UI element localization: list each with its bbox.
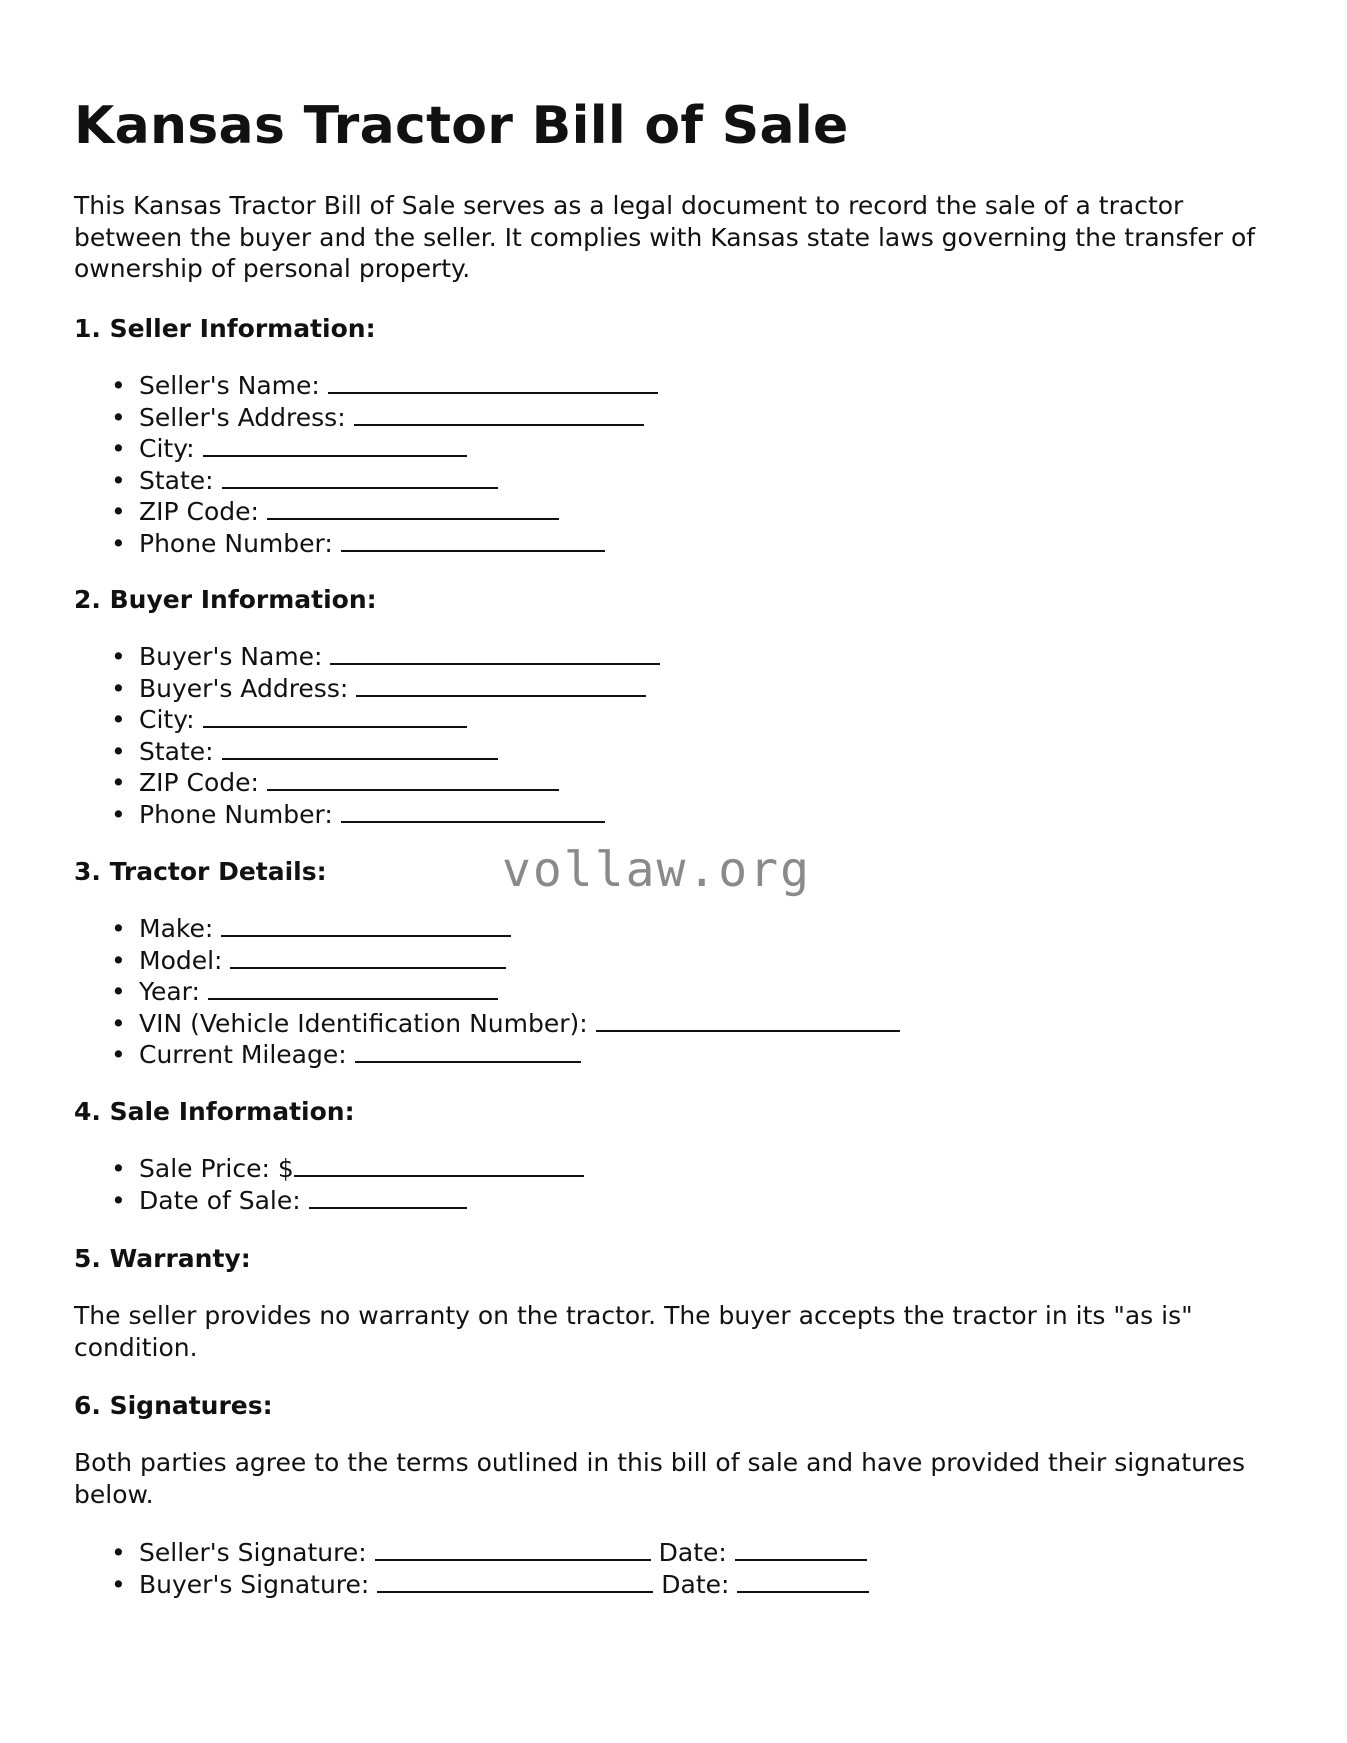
document-title: Kansas Tractor Bill of Sale (74, 96, 849, 156)
tractor-mileage-label: Current Mileage: (139, 1040, 347, 1069)
buyer-city-label: City: (139, 705, 195, 734)
seller-name-label: Seller's Name: (139, 371, 320, 400)
signatures-paragraph: Both parties agree to the terms outlined in this bill of sale and have provided their signatures below. (74, 1448, 1246, 1509)
seller-phone-label: Phone Number: (139, 528, 333, 558)
buyer-address-label: Buyer's Address: (139, 673, 349, 703)
signatures-section-heading: 6. Signatures: (74, 1391, 273, 1420)
seller-state-blank[interactable] (222, 465, 498, 489)
seller-city-field (74, 433, 658, 465)
seller-phone-field (74, 528, 658, 560)
sale-date-label: Date of Sale: (139, 1185, 301, 1215)
sale-section-heading: 4. Sale Information: (74, 1097, 355, 1126)
seller-zip-blank[interactable] (267, 496, 559, 520)
sale-date-field (74, 1185, 584, 1217)
buyer-zip-field (74, 767, 660, 799)
seller-signature-blank[interactable] (375, 1537, 651, 1561)
tractor-model-blank[interactable] (230, 945, 506, 969)
seller-signature-field (74, 1537, 869, 1569)
tractor-vin-field (74, 1008, 900, 1040)
intro-paragraph: This Kansas Tractor Bill of Sale serves as a legal document to record the sale of a tractor between the buyer and the seller. It complies with Kansas state laws governing the transfer of ownership of personal property. (74, 191, 1256, 283)
tractor-make-field (74, 913, 900, 945)
tractor-mileage-blank[interactable] (355, 1039, 581, 1063)
seller-name-field (74, 370, 658, 402)
buyer-city-blank[interactable] (203, 704, 467, 728)
tractor-model-label: Model: (139, 945, 223, 975)
seller-address-field (74, 402, 658, 434)
tractor-model-field (74, 945, 900, 977)
buyer-phone-blank[interactable] (341, 799, 605, 823)
tractor-year-blank[interactable] (208, 976, 498, 1000)
buyer-name-label: Buyer's Name: (139, 642, 323, 671)
seller-city-blank[interactable] (203, 433, 467, 457)
buyer-signature-field (74, 1569, 869, 1601)
seller-city-label: City: (139, 434, 195, 463)
seller-signature-date-label: Date: (658, 1538, 727, 1567)
seller-zip-field (74, 496, 658, 528)
buyer-zip-blank[interactable] (267, 767, 559, 791)
seller-state-field (74, 465, 658, 497)
buyer-zip-label: ZIP Code: (139, 768, 259, 797)
sale-price-field (74, 1153, 584, 1185)
buyer-name-field (74, 641, 660, 673)
tractor-fields-list (74, 913, 900, 1071)
tractor-year-label: Year: (139, 977, 200, 1006)
tractor-make-blank[interactable] (221, 913, 511, 937)
buyer-phone-field (74, 799, 660, 831)
buyer-address-blank[interactable] (356, 673, 646, 697)
tractor-section-heading: 3. Tractor Details: (74, 857, 327, 886)
seller-section-heading: 1. Seller Information: (74, 314, 376, 343)
tractor-vin-blank[interactable] (596, 1008, 900, 1032)
seller-signature-date-blank[interactable] (735, 1537, 867, 1561)
buyer-fields-list (74, 641, 660, 830)
seller-fields-list (74, 370, 658, 559)
buyer-address-field (74, 673, 660, 705)
tractor-make-label: Make: (139, 914, 214, 943)
warranty-section-heading: 5. Warranty: (74, 1244, 251, 1273)
buyer-signature-date-blank[interactable] (737, 1569, 869, 1593)
seller-address-blank[interactable] (354, 402, 644, 426)
sale-price-label: Sale Price: $ (139, 1154, 294, 1183)
buyer-phone-label: Phone Number: (139, 799, 333, 829)
seller-zip-label: ZIP Code: (139, 497, 259, 526)
buyer-state-label: State: (139, 736, 214, 766)
tractor-year-field (74, 976, 900, 1008)
seller-address-label: Seller's Address: (139, 402, 346, 432)
buyer-signature-blank[interactable] (377, 1569, 653, 1593)
sale-price-blank[interactable] (294, 1153, 584, 1177)
buyer-signature-label: Buyer's Signature: (139, 1569, 370, 1599)
seller-name-blank[interactable] (328, 370, 658, 394)
sale-date-blank[interactable] (309, 1185, 467, 1209)
buyer-state-field (74, 736, 660, 768)
seller-phone-blank[interactable] (341, 528, 605, 552)
tractor-mileage-field (74, 1039, 900, 1071)
buyer-name-blank[interactable] (330, 641, 660, 665)
buyer-state-blank[interactable] (222, 736, 498, 760)
sale-fields-list (74, 1153, 584, 1216)
seller-signature-label: Seller's Signature: (139, 1538, 367, 1567)
signature-fields-list (74, 1537, 869, 1600)
buyer-signature-date-label: Date: (661, 1569, 730, 1599)
buyer-city-field (74, 704, 660, 736)
seller-state-label: State: (139, 465, 214, 495)
watermark-text: vollaw.org (502, 842, 811, 898)
tractor-vin-label: VIN (Vehicle Identification Number): (139, 1008, 588, 1038)
warranty-paragraph: The seller provides no warranty on the tractor. The buyer accepts the tractor in its "as is" condition. (74, 1301, 1193, 1362)
buyer-section-heading: 2. Buyer Information: (74, 585, 377, 614)
